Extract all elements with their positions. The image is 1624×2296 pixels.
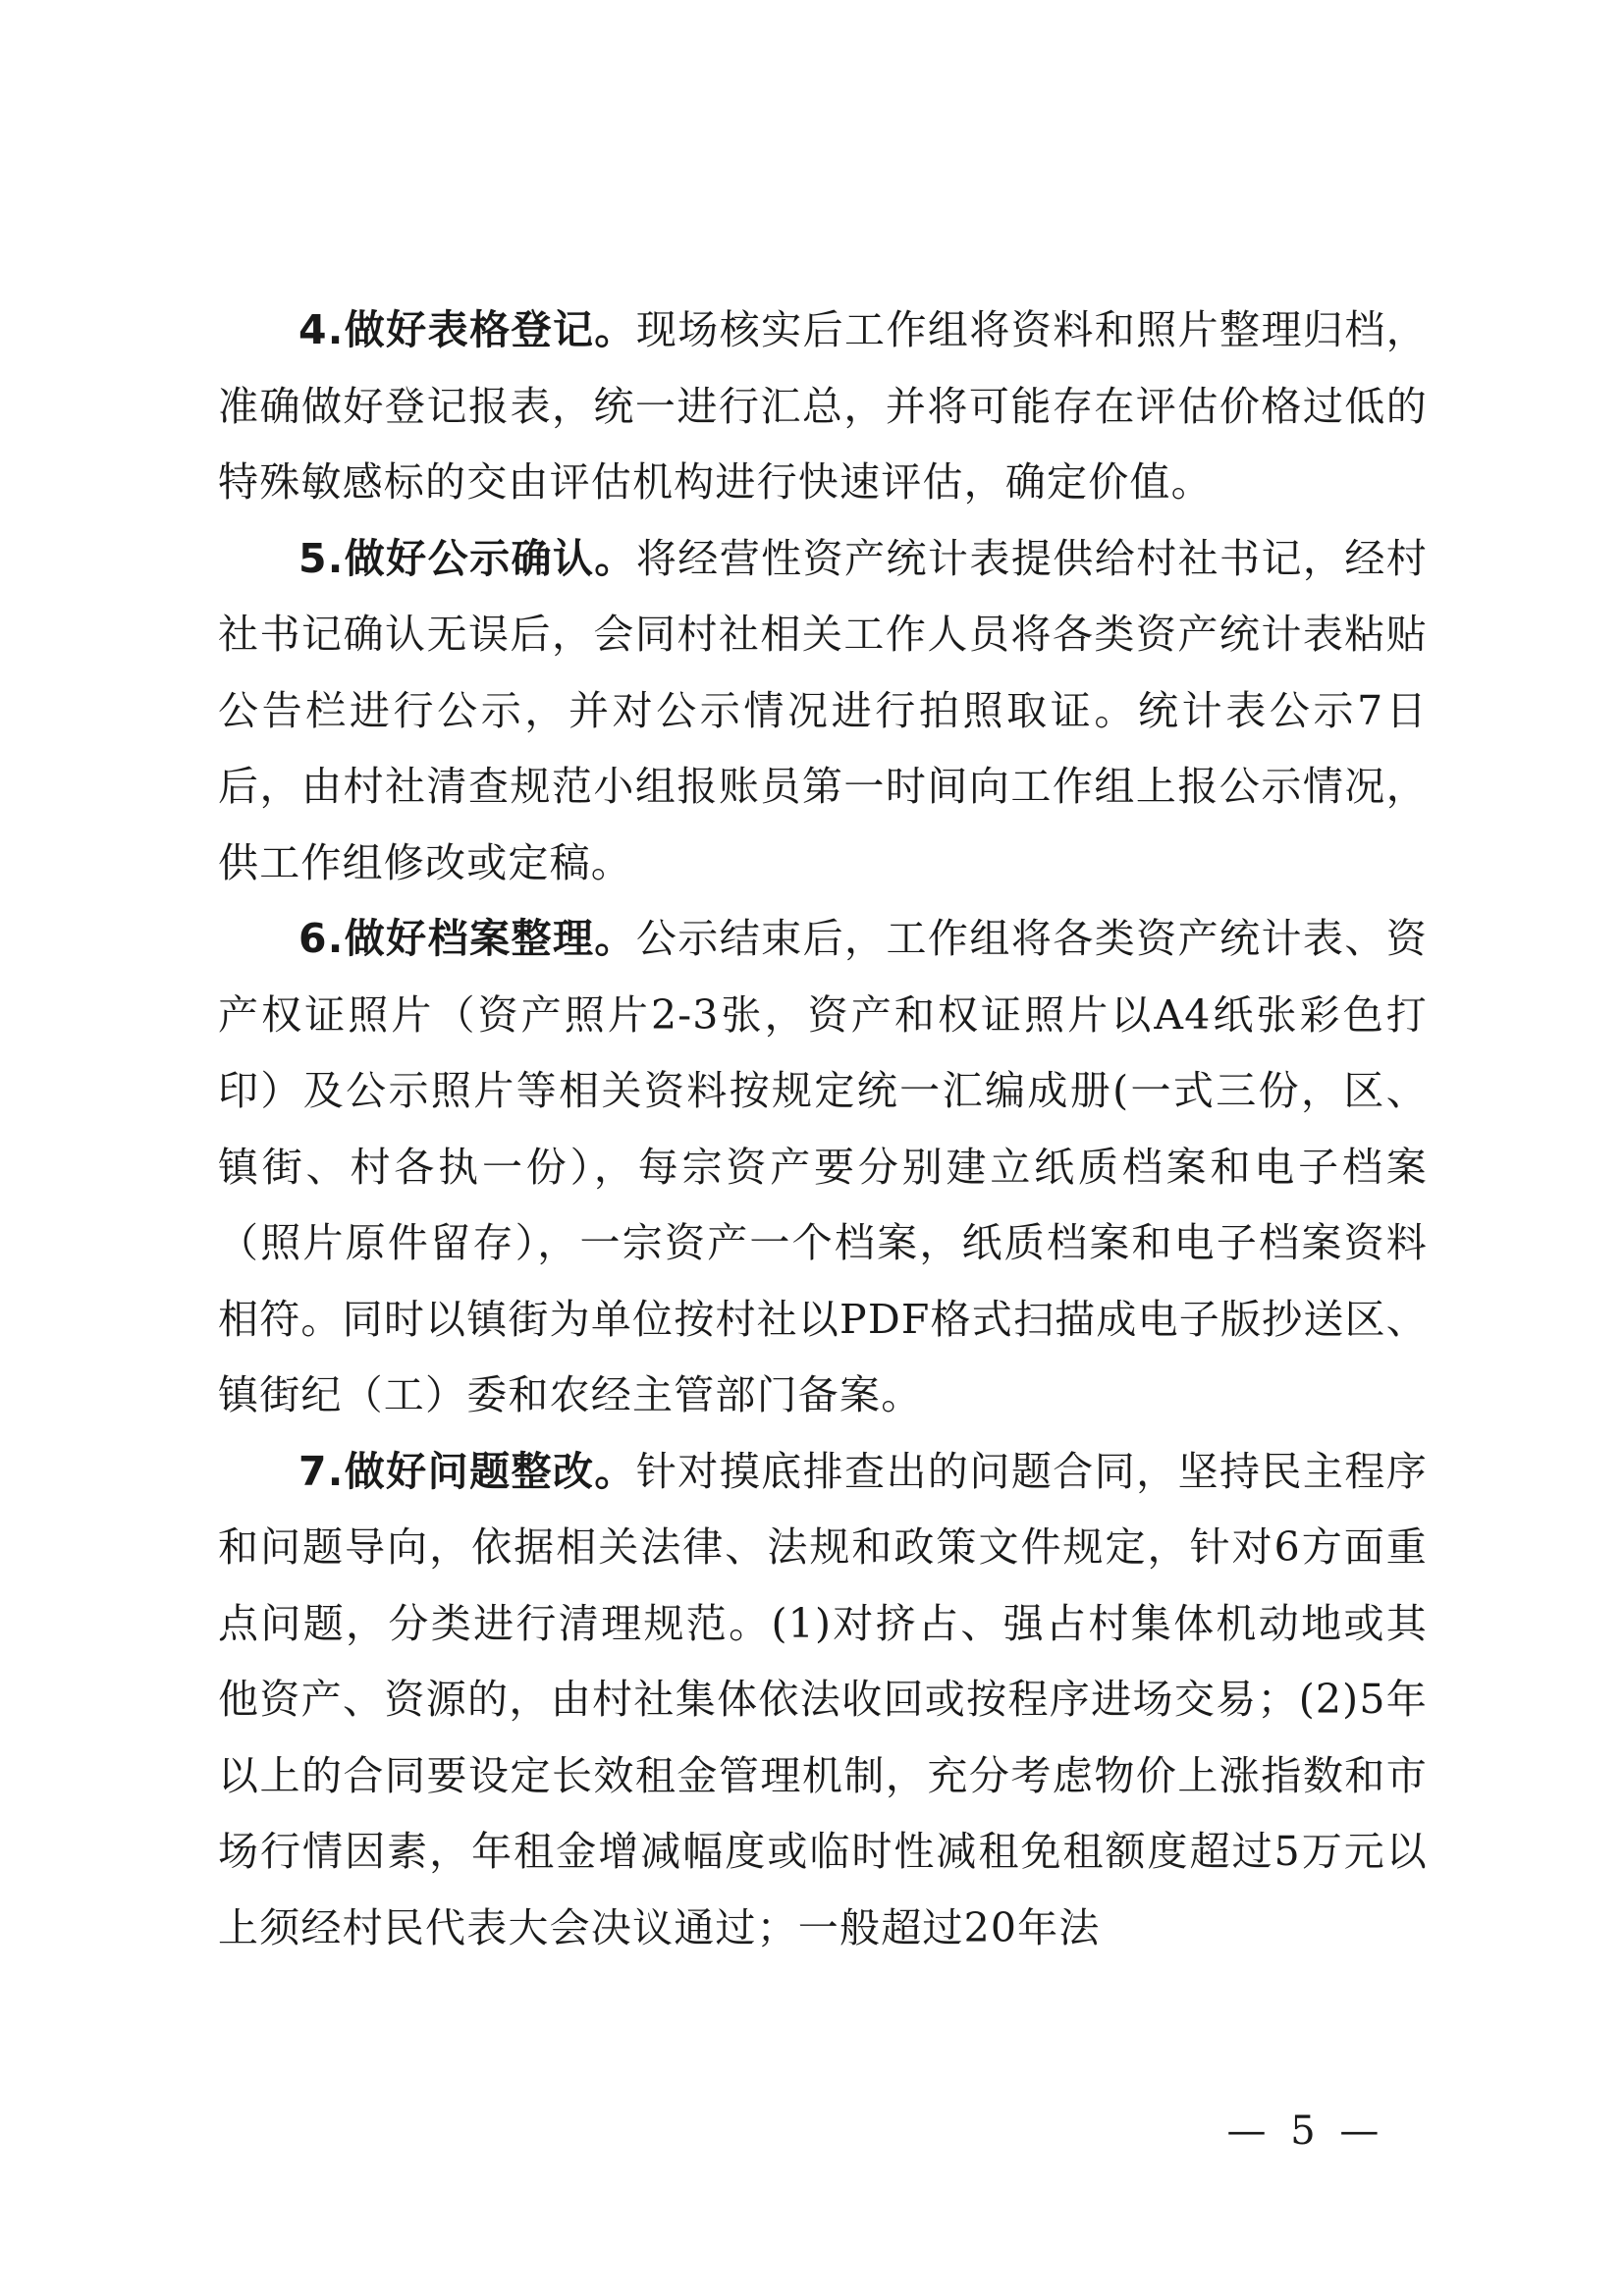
page-number: — 5 — — [1226, 2109, 1385, 2154]
paragraph-text: 现场核实后工作组将资料和照片整理归档，准确做好登记报表，统一进行汇总，并将可能存在评估价格过低的特殊敏感标的交由评估机构进行快速评估，确定价值。 — [218, 306, 1428, 506]
paragraph-heading: 7.做好问题整改。 — [298, 1447, 636, 1495]
document-body — [218, 293, 1428, 1966]
paragraph-heading: 6.做好档案整理。 — [298, 915, 636, 962]
paragraph-text: 针对摸底排查出的问题合同，坚持民主程序和问题导向，依据相关法律、法规和政策文件规定，针对6方面重点问题，分类进行清理规范。(1)对挤占、强占村集体机动地或其他资产、资源的，由村社集体依法收回或按程序进场交易；(2)5年以上的合同要设定长效租金管理机制，充分考虑物价上涨指数和市场行情因素，年租金增减幅度或临时性减租免租额度超过5万元以上须经村民代表大会决议通过；一般超过20年法 — [218, 1447, 1428, 1951]
paragraph-text: 将经营性资产统计表提供给村社书记，经村社书记确认无误后，会同村社相关工作人员将各类资产统计表粘贴公告栏进行公示，并对公示情况进行拍照取证。统计表公示7日后，由村社清查规范小组报账员第一时间向工作组上报公示情况，供工作组修改或定稿。 — [218, 534, 1428, 886]
paragraph-heading: 5.做好公示确认。 — [298, 534, 636, 582]
paragraph-4 — [218, 293, 1428, 521]
paragraph-5 — [218, 521, 1428, 902]
paragraph-text: 公示结束后，工作组将各类资产统计表、资产权证照片（资产照片2-3张，资产和权证照片以A4纸张彩色打印）及公示照片等相关资料按规定统一汇编成册(一式三份，区、镇街、村各执一份），每宗资产要分别建立纸质档案和电子档案（照片原件留存），一宗资产一个档案，纸质档案和电子档案资料相符。同时以镇街为单位按村社以PDF格式扫描成电子版抄送区、镇街纪（工）委和农经主管部门备案。 — [218, 915, 1428, 1418]
paragraph-heading: 4.做好表格登记。 — [298, 306, 636, 353]
paragraph-6 — [218, 901, 1428, 1434]
paragraph-7 — [218, 1434, 1428, 1967]
